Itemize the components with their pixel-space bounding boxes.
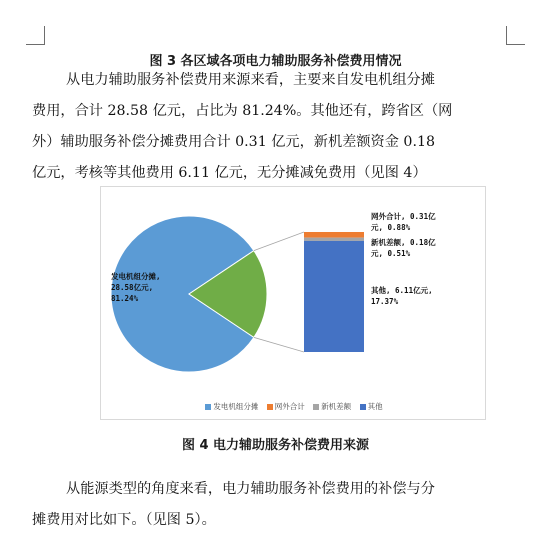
legend-item bbox=[313, 401, 351, 412]
bar-segment-qita bbox=[304, 241, 364, 352]
bar-label-line: 网外合计, 0.31亿 bbox=[371, 212, 436, 221]
pie-label-line: 发电机组分摊, bbox=[111, 272, 161, 281]
paragraph-line: 摊费用对比如下。（见图 5）。 bbox=[32, 512, 216, 528]
legend-label: 网外合计 bbox=[274, 402, 305, 411]
paragraph-line: 费用，合计 28.58 亿元，占比为 81.24%。其他还有，跨省区（网 bbox=[32, 103, 453, 119]
bar-label-line: 新机差额, 0.18亿 bbox=[371, 238, 436, 247]
xinji-label bbox=[371, 237, 436, 259]
bar-label-line: 其他, 6.11亿元, bbox=[371, 286, 433, 295]
pie-main-label bbox=[111, 271, 161, 304]
wangwai-label bbox=[371, 211, 436, 233]
bar-label-line: 17.37% bbox=[371, 297, 399, 306]
paragraph-line: 从电力辅助服务补偿费用来源来看，主要来自发电机组分摊 bbox=[66, 72, 435, 88]
legend-item bbox=[205, 401, 258, 412]
cost-source-chart bbox=[100, 186, 486, 420]
bar-label-line: 元, 0.88% bbox=[371, 223, 411, 232]
connector-line-bottom bbox=[254, 337, 304, 352]
legend-swatch bbox=[313, 404, 319, 410]
legend-swatch bbox=[205, 404, 211, 410]
paragraph-energy-type bbox=[32, 474, 502, 536]
paragraph-line: 从能源类型的角度来看，电力辅助服务补偿费用的补偿与分 bbox=[66, 481, 435, 497]
pie-label-line: 81.24% bbox=[111, 294, 139, 303]
figure4-caption: 图 4 电力辅助服务补偿费用来源 bbox=[181, 438, 370, 453]
qita-label bbox=[371, 285, 433, 307]
crop-mark-top-left bbox=[26, 26, 45, 45]
legend-item bbox=[360, 401, 383, 412]
connector-line-top bbox=[254, 232, 304, 251]
legend-swatch bbox=[267, 404, 273, 410]
figure3-caption: 图 3 各区域各项电力辅助服务补偿费用情况 bbox=[149, 54, 402, 69]
bar-segment-xinji bbox=[304, 238, 364, 241]
crop-mark-top-right bbox=[506, 26, 525, 45]
paragraph-cost-source bbox=[32, 65, 502, 189]
paragraph-line: 外）辅助服务补偿分摊费用合计 0.31 亿元，新机差额资金 0.18 bbox=[32, 134, 436, 150]
legend-label: 发电机组分摊 bbox=[213, 402, 259, 411]
chart-legend bbox=[101, 401, 487, 412]
paragraph-line: 亿元，考核等其他费用 6.11 亿元，无分摊减免费用（见图 4） bbox=[32, 165, 427, 181]
bar-label-line: 元, 0.51% bbox=[371, 249, 411, 258]
pie-label-line: 28.58亿元, bbox=[111, 283, 154, 292]
legend-item bbox=[267, 401, 305, 412]
legend-swatch bbox=[360, 404, 366, 410]
legend-label: 新机差额 bbox=[321, 402, 352, 411]
legend-label: 其他 bbox=[367, 402, 383, 411]
bar-segment-wangwai bbox=[304, 232, 364, 238]
